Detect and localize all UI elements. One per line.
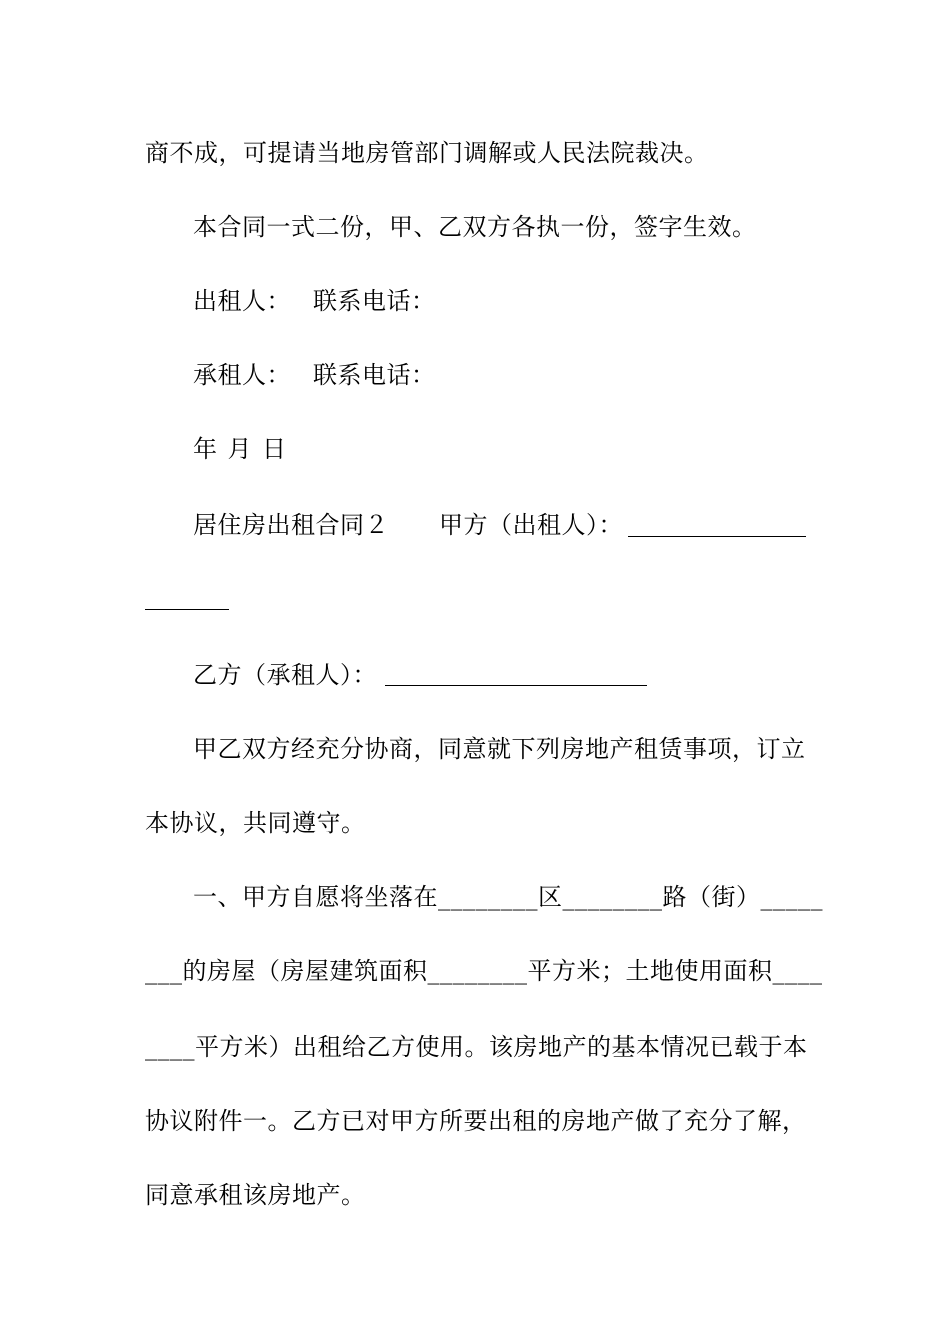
text-line: 协议附件一。乙方已对甲方所要出租的房地产做了充分了解， xyxy=(145,1107,807,1135)
text-line: 本合同一式二份，甲、乙双方各执一份，签字生效。 xyxy=(193,213,757,241)
party-a-blank-continued xyxy=(145,609,229,610)
text-line: 甲乙双方经充分协商，同意就下列房地产租赁事项，订立 xyxy=(193,735,806,763)
paragraph-copies xyxy=(193,212,810,242)
intro-paragraph xyxy=(193,734,810,764)
lessor-signature-line xyxy=(193,286,810,316)
intro-paragraph-cont xyxy=(145,808,810,838)
date-month: 月 xyxy=(227,435,252,463)
party-a-label: 甲方（出租人）： xyxy=(439,511,623,539)
date-day: 日 xyxy=(262,435,287,463)
lessee-signature-line xyxy=(193,360,810,390)
party-b-blank xyxy=(385,685,647,686)
lessee-label: 承租人： xyxy=(193,361,291,389)
party-b-label: 乙方（承租人）： xyxy=(193,661,377,689)
text-line: 一、甲方自愿将坐落在________区________路（街）_____ xyxy=(193,883,823,911)
clause-1-cont xyxy=(145,1106,810,1136)
text-line: 商不成，可提请当地房管部门调解或人民法院裁决。 xyxy=(145,139,709,167)
contract-title: 居住房出租合同２ xyxy=(193,511,389,539)
clause-1-cont xyxy=(145,956,823,986)
lessee-phone-label: 联系电话： xyxy=(313,361,436,389)
date-year: 年 xyxy=(193,435,218,463)
clause-1-cont xyxy=(145,1032,810,1062)
lessor-label: 出租人： xyxy=(193,287,291,315)
lessor-phone-label: 联系电话： xyxy=(313,287,436,315)
text-line: ____平方米）出租给乙方使用。该房地产的基本情况已载于本 xyxy=(145,1033,808,1061)
clause-1-cont xyxy=(145,1180,810,1210)
text-line: 同意承租该房地产。 xyxy=(145,1181,366,1209)
text-line: ___的房屋（房屋建筑面积________平方米；土地使用面积____ xyxy=(145,957,823,985)
party-a-blank xyxy=(628,536,806,537)
clause-1 xyxy=(193,882,823,912)
paragraph-dispute-end xyxy=(145,138,810,168)
date-line xyxy=(193,434,810,464)
text-line: 本协议，共同遵守。 xyxy=(145,809,366,837)
